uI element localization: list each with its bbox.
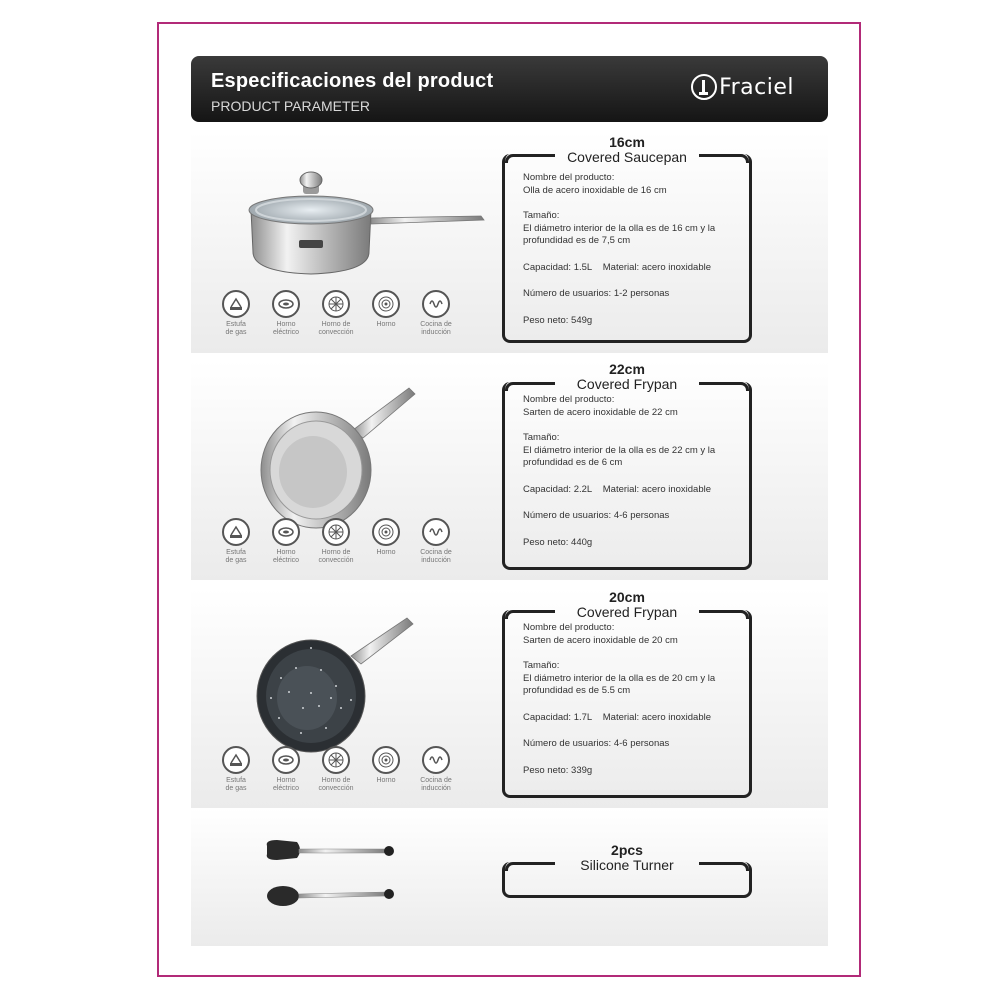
cooktop-icons [211,290,461,337]
product-size: 22cm [609,361,645,377]
gas-stove-icon [222,290,250,318]
spec-value: Olla de acero inoxidable de 16 cm [523,184,667,196]
cooktop-icons [211,746,461,793]
convection-oven-icon [322,518,350,546]
spec-box [502,382,752,570]
spec-value: profundidad es de 7,5 cm [523,235,631,246]
spec-material: Material: acero inoxidable [602,261,712,273]
icon-label-induction: Cocina de inducción [420,777,452,792]
page-subtitle: PRODUCT PARAMETER [211,98,370,114]
product-section-saucepan [191,132,828,353]
silicone-turner-image [261,838,401,913]
icon-label-electric: Horno eléctrico [272,549,300,564]
icon-label-induction: Cocina de inducción [420,549,452,564]
spec-capacity: Capacidad: 1.5L [523,261,593,273]
icon-label-oven: Horno [376,321,396,328]
spec-list [523,172,748,327]
icon-label-induction: Cocina de inducción [420,321,452,336]
product-name: Covered Saucepan [567,149,687,165]
spec-capacity: Capacidad: 2.2L [523,483,593,495]
spec-weight: Peso neto: 339g [523,764,593,776]
spec-label: Tamaño: [523,432,560,443]
oven-icon [372,746,400,774]
header-banner [191,56,828,122]
induction-icon [422,518,450,546]
product-size: 20cm [609,589,645,605]
brand-logo-text: Fraciel [719,74,794,100]
icon-label-oven: Horno [376,549,396,556]
brand-logo [691,74,794,100]
product-section-frypan-22 [191,360,828,580]
oven-icon [372,518,400,546]
product-section-turner [191,808,828,946]
spec-list [523,394,748,549]
icon-label-convection: Horno de convección [318,549,354,564]
spec-users: Número de usuarios: 4-6 personas [523,738,670,749]
spec-users: Número de usuarios: 1-2 personas [523,288,670,299]
spec-weight: Peso neto: 440g [523,536,593,548]
icon-label-oven: Horno [376,777,396,784]
spec-box [502,610,752,798]
product-size: 2pcs [611,842,643,858]
induction-icon [422,290,450,318]
product-name: Covered Frypan [576,376,678,392]
icon-label-electric: Horno eléctrico [272,777,300,792]
page-title: Especificaciones del product [211,70,494,92]
convection-oven-icon [322,746,350,774]
icon-label-convection: Horno de convección [318,777,354,792]
oven-icon [372,290,400,318]
spec-value: El diámetro interior de la olla es de 16 cm y la [523,222,716,234]
electric-oven-icon [272,746,300,774]
electric-oven-icon [272,290,300,318]
induction-icon [422,746,450,774]
spec-value: El diámetro interior de la olla es de 22 cm y la [523,444,716,456]
icon-label-convection: Horno de convección [318,321,354,336]
product-name: Silicone Turner [580,857,674,873]
spec-value: Sarten de acero inoxidable de 22 cm [523,406,678,418]
cooktop-icons [211,518,461,565]
spec-value: profundidad es de 6 cm [523,457,623,468]
spec-weight: Peso neto: 549g [523,314,593,326]
spec-label: Tamaño: [523,660,560,671]
icon-label-gas: Estufa de gas [225,321,247,336]
spec-box [502,862,752,898]
spec-box [502,154,752,343]
gas-stove-icon [222,518,250,546]
spec-label: Nombre del producto: [523,394,615,405]
frypan-20-image [241,608,491,758]
electric-oven-icon [272,518,300,546]
gas-stove-icon [222,746,250,774]
spec-label: Nombre del producto: [523,172,615,183]
icon-label-gas: Estufa de gas [225,777,247,792]
spec-list [523,622,748,777]
spec-value: Sarten de acero inoxidable de 20 cm [523,634,678,646]
spec-material: Material: acero inoxidable [602,483,712,495]
saucepan-image [241,152,491,302]
icon-label-gas: Estufa de gas [225,549,247,564]
product-size: 16cm [609,134,645,150]
spec-material: Material: acero inoxidable [602,711,712,723]
spec-users: Número de usuarios: 4-6 personas [523,510,670,521]
spec-capacity: Capacidad: 1.7L [523,711,593,723]
product-name: Covered Frypan [576,604,678,620]
spec-value: El diámetro interior de la olla es de 20 cm y la [523,672,716,684]
spec-value: profundidad es de 5.5 cm [523,685,631,696]
frypan-22-image [241,380,491,530]
brand-logo-icon [691,74,717,100]
product-section-frypan-20 [191,588,828,808]
spec-label: Nombre del producto: [523,622,615,633]
convection-oven-icon [322,290,350,318]
spec-label: Tamaño: [523,210,560,221]
icon-label-electric: Horno eléctrico [272,321,300,336]
